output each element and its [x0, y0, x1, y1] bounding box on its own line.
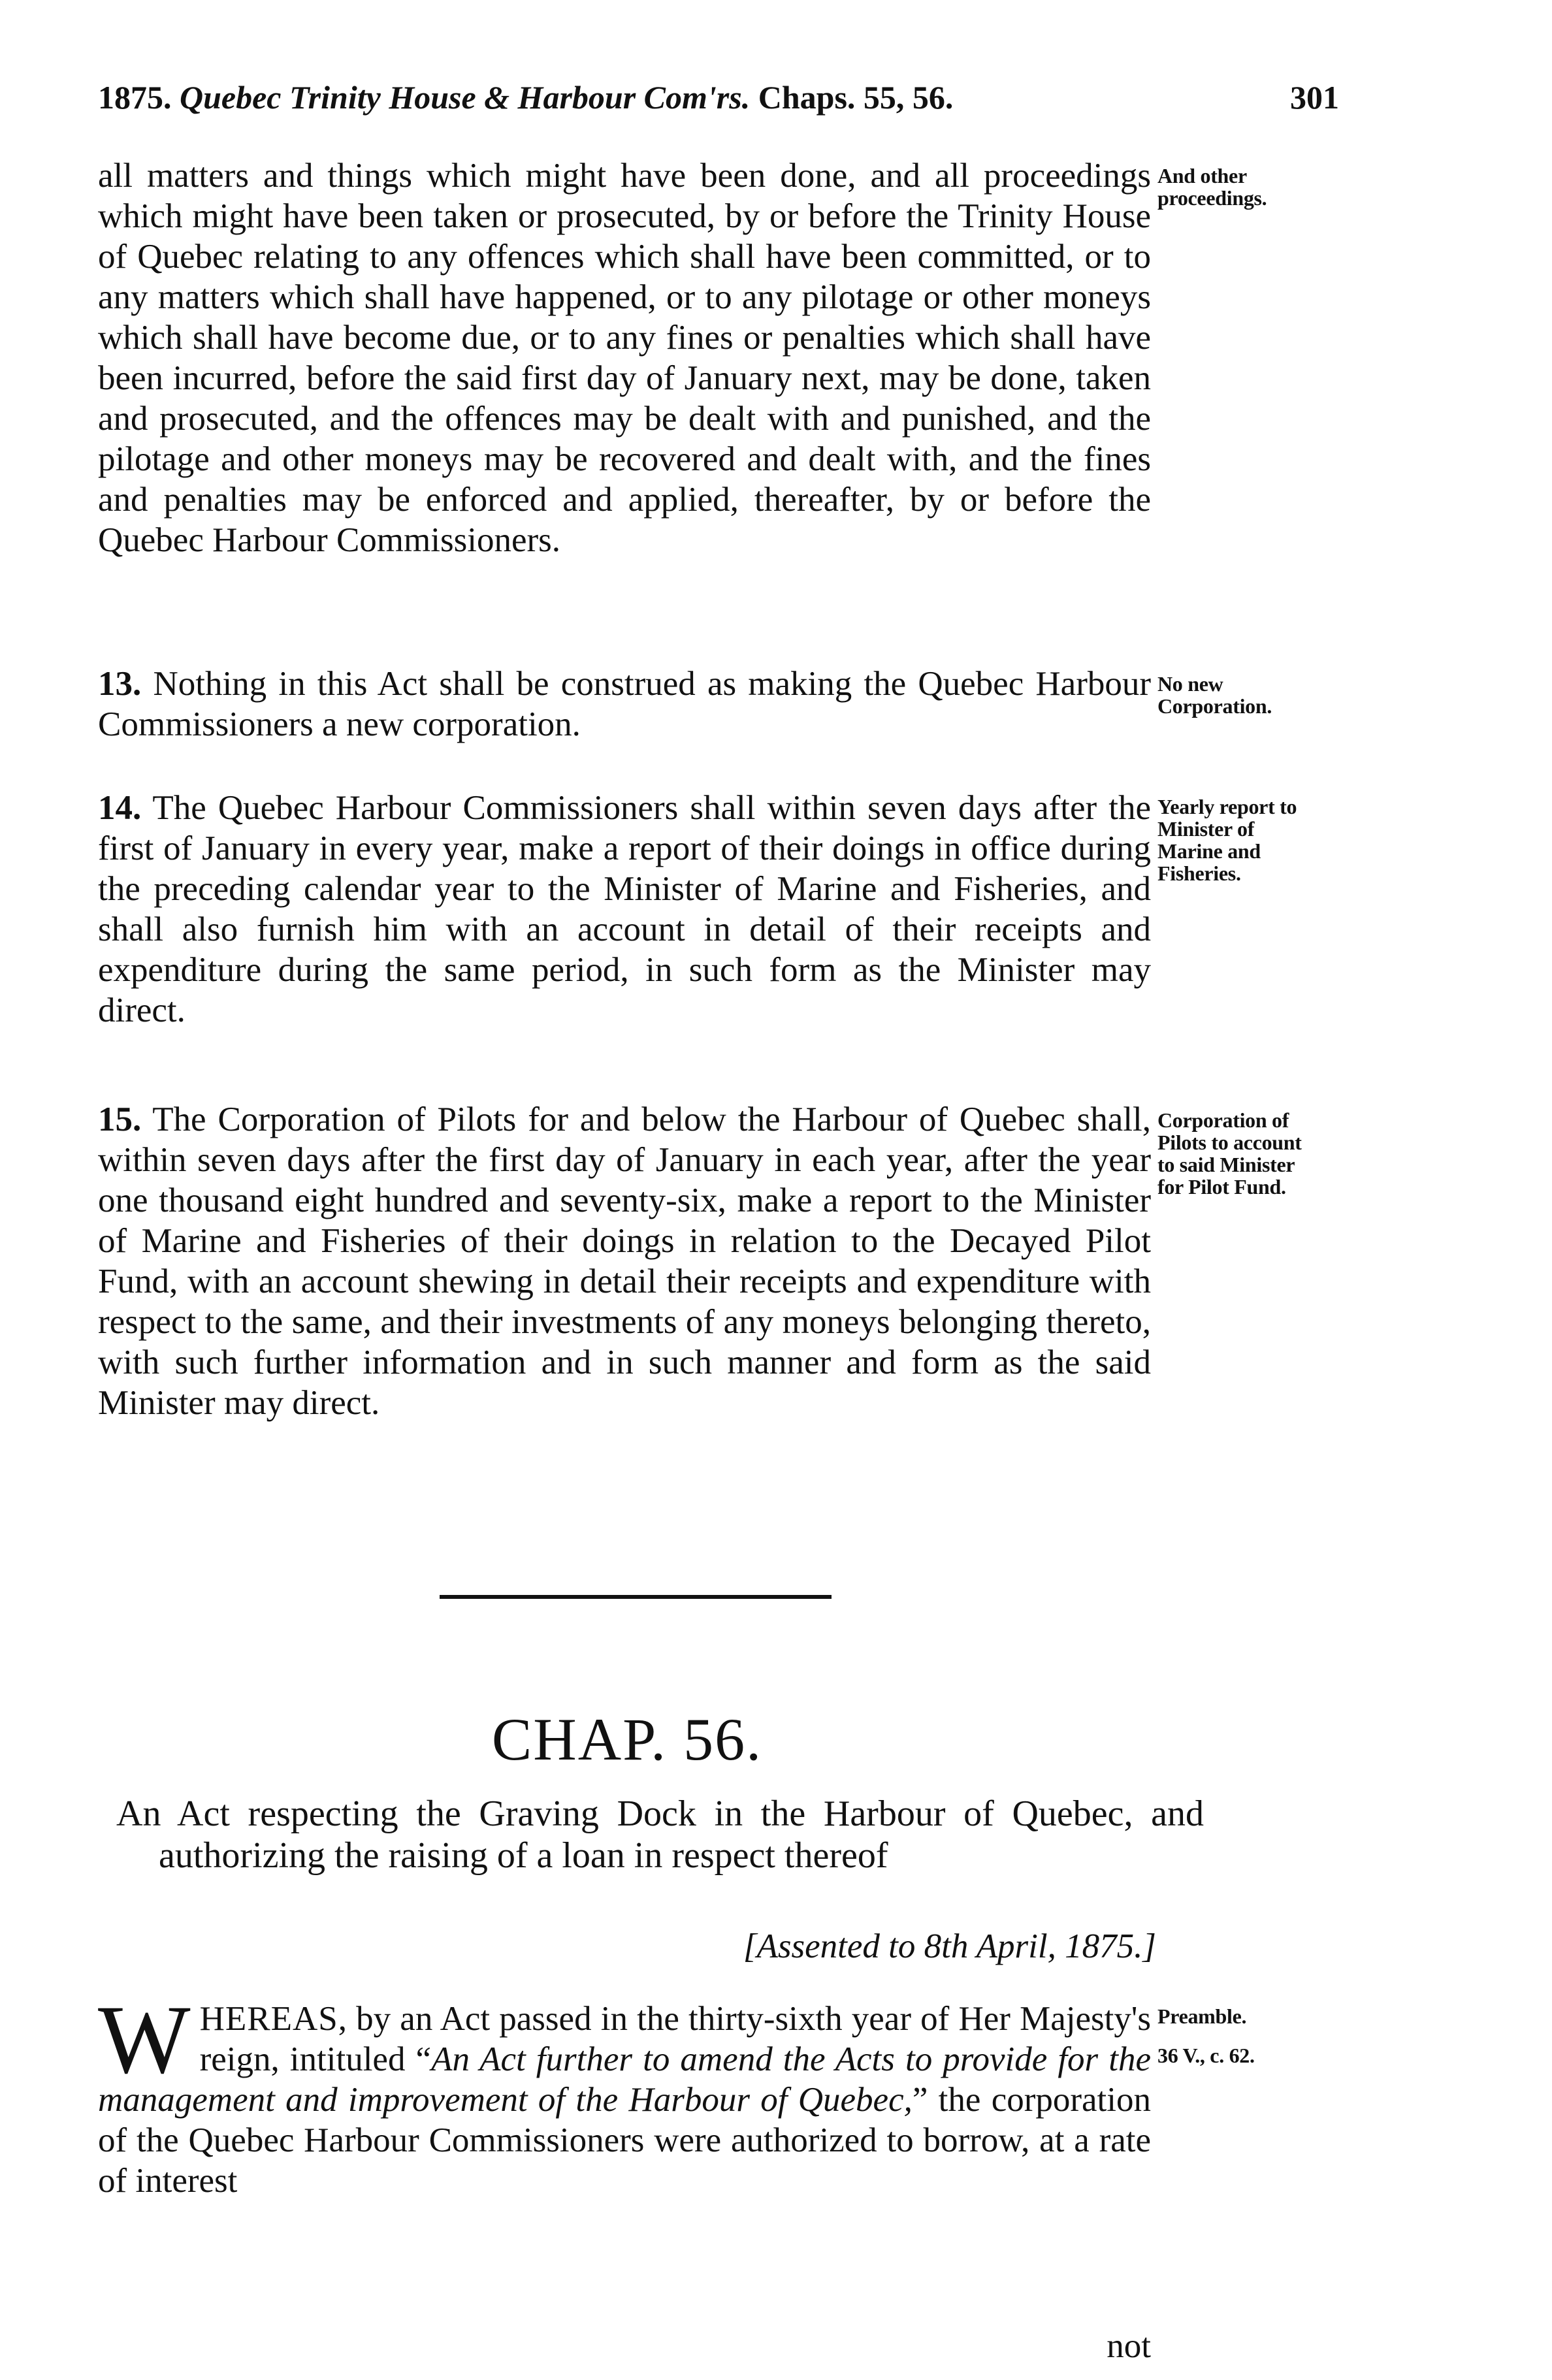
header-running-title: Quebec Trinity House & Harbour Com'rs.	[180, 79, 751, 116]
catchword: not	[1107, 2327, 1151, 2365]
drop-cap: W	[98, 1986, 191, 2094]
cited-act-title: An Act further to amend the Acts to provide for the management and improvement of the Harbour of Quebec,	[98, 2040, 1151, 2119]
preamble-part-1: , by an Act passed in the thirty-sixth year of Her Majesty's reign, intituled “	[199, 2000, 1151, 2078]
section-13-number: 13.	[98, 665, 142, 703]
header-left	[98, 78, 953, 116]
margin-note-and-other-proceedings: And other proceedings.	[1157, 164, 1267, 210]
section-13-text: Nothing in this Act shall be construed as making the Quebec Harbour Commissioners a new corporation.	[98, 665, 1151, 743]
running-header	[98, 78, 1339, 131]
header-chapters: Chaps. 55, 56.	[758, 79, 954, 116]
chapter-title: CHAP. 56.	[491, 1706, 763, 1773]
section-15	[98, 1099, 1151, 1423]
act-title: An Act respecting the Graving Dock in the Harbour of Quebec, and authorizing the raising of a loan in respect thereof	[116, 1793, 1204, 1876]
margin-note-citation: 36 V., c. 62.	[1157, 2044, 1255, 2067]
section-divider	[440, 1595, 832, 1599]
margin-note-no-new-corporation: No new Corporation.	[1157, 672, 1272, 718]
section-14	[98, 788, 1151, 1031]
section-14-number: 14.	[98, 789, 142, 827]
preamble-lead: HEREAS	[199, 2000, 338, 2038]
assent-date: [Assented to 8th April, 1875.]	[743, 1927, 1156, 1965]
section-13	[98, 664, 1151, 745]
section-15-number: 15.	[98, 1101, 142, 1138]
section-15-text: The Corporation of Pilots for and below the Harbour of Quebec shall, within seven days after the first day of January in each year, after the year one thousand eight hundred and seventy-six, make a report to the Minister of Marine and Fisheries of their doings in relation to the Decayed Pilot Fund, with an account shewing in detail their receipts and expenditure with respect to the same, and their investments of any moneys belonging thereto, with such further information and in such manner and form as the said Minister may direct.	[98, 1101, 1151, 1422]
preamble-paragraph	[98, 1986, 1151, 2201]
section-14-text: The Quebec Harbour Commissioners shall within seven days after the first of January in every year, make a report of their doings in office during the preceding calendar year to the Minister of Marine and Fisheries, and shall also furnish him with an account in detail of their receipts and expenditure during the same period, in such form as the Minister may direct.	[98, 789, 1152, 1029]
margin-note-yearly-report: Yearly report to Minister of Marine and Fisheries.	[1157, 795, 1297, 885]
margin-note-corporation-of-pilots: Corporation of Pilots to account to said Minister for Pilot Fund.	[1157, 1108, 1302, 1198]
margin-note-preamble: Preamble.	[1157, 2004, 1247, 2028]
preamble-part-2: ” the corporation of the Quebec Harbour Commissioners were authorized to borrow, at a rate of interest	[98, 2081, 1151, 2200]
page-number: 301	[1290, 79, 1339, 116]
continuation-paragraph: all matters and things which might have been done, and all proceedings which might have been taken or prosecuted, by or before the Trinity House of Quebec relating to any offences which shall have been committed, or to any matters which shall have happened, or to any pilotage or other moneys which shall have become due, or to any fines or penalties which shall have been incurred, before the said first day of January next, may be done, taken and prosecuted, and the offences may be dealt with and punished, and the pilotage and other moneys may be recovered and dealt with, and the fines and penalties may be enforced and applied, thereafter, by or before the Quebec Harbour Commissioners.	[98, 157, 1151, 559]
header-year: 1875.	[98, 79, 172, 116]
